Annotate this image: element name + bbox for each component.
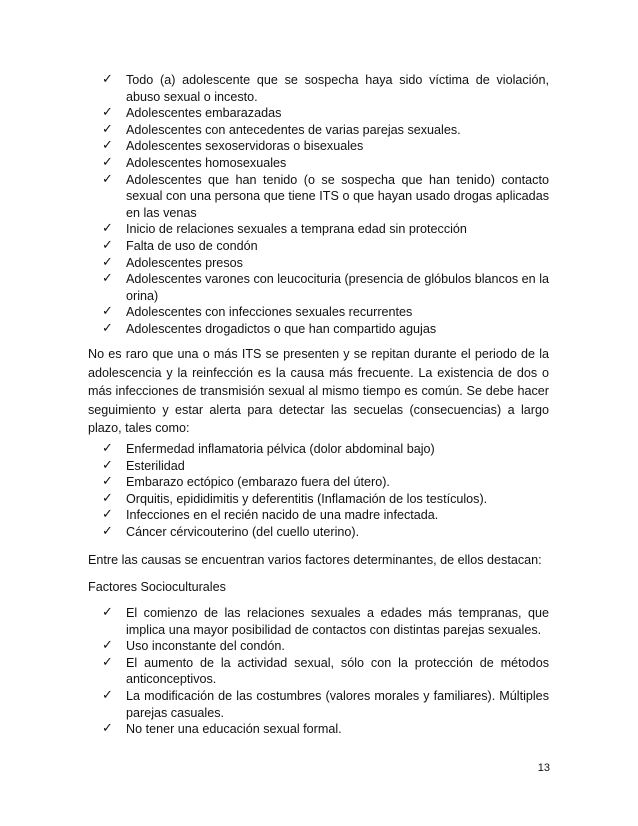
- list-item: ✓ Enfermedad inflamatoria pélvica (dolor abdominal bajo): [102, 441, 435, 456]
- checkmark-icon: ✓: [102, 474, 113, 490]
- list-item: ✓ Uso inconstante del condón.: [102, 638, 285, 654]
- list-item: ✓ Inicio de relaciones sexuales a temprana edad sin protección: [102, 221, 467, 237]
- list-item: ✓ El aumento de la actividad sexual, sólo con la protección de métodos anticonceptivos.: [102, 654, 549, 687]
- list-item: ✓ Cáncer cérvicouterino (del cuello uterino).: [102, 523, 360, 539]
- list-item: ✓ La modificación de las costumbres (valores morales y familiares). Múltiples parejas casuales.: [102, 687, 549, 720]
- checkmark-icon: ✓: [102, 320, 113, 336]
- checkmark-icon: ✓: [102, 654, 113, 670]
- list-item: ✓ Adolescentes sexoservidoras o bisexuales: [102, 138, 364, 154]
- list-item: ✓ Adolescentes presos: [102, 254, 243, 270]
- page-number: 13: [537, 762, 550, 774]
- checkmark-icon: ✓: [102, 687, 113, 703]
- list-item: ✓ Embarazo ectópico (embarazo fuera del útero).: [102, 474, 390, 490]
- checkmark-icon: ✓: [102, 105, 113, 121]
- list-item: ✓ Adolescentes con antecedentes de varias parejas sexuales.: [102, 121, 461, 137]
- checkmark-icon: ✓: [102, 138, 113, 154]
- checkmark-icon: ✓: [102, 221, 113, 237]
- checkmark-icon: ✓: [102, 304, 113, 320]
- checkmark-icon: ✓: [102, 254, 113, 270]
- list-item: ✓ Todo (a) adolescente que se sospecha haya sido víctima de violación, abuso sexual o incesto.: [102, 72, 549, 104]
- list-item: ✓ Orquitis, epididimitis y deferentitis (Inflamación de los testículos).: [102, 490, 488, 506]
- paragraph-causes: Entre las causas se encuentran varios factores determinantes, de ellos destacan:: [88, 553, 542, 567]
- checkmark-icon: ✓: [102, 638, 113, 654]
- checkmark-icon: ✓: [102, 523, 113, 539]
- list-item: ✓ Adolescentes varones con leucocituria (presencia de glóbulos blancos en la orina): [102, 271, 549, 303]
- checkmark-icon: ✓: [102, 605, 113, 620]
- sequelae-list: [102, 441, 549, 541]
- list-item: ✓ Adolescentes que han tenido (o se sospecha que han tenido) contacto sexual con una persona que tiene ITS o que hayan usado drogas aplicadas en las venas: [102, 171, 549, 220]
- paragraph-reinfection: No es raro que una o más ITS se presenten y se repitan durante el periodo de la adolescencia y la reinfección es la causa más frecuente. La existencia de dos o más infecciones de transmisión sexual al mismo tiempo es común. Se debe hacer seguimiento y estar alerta para detectar las secuelas (consecuencias) a largo plazo, tales como:: [88, 347, 549, 435]
- checkmark-icon: ✓: [102, 721, 113, 737]
- checkmark-icon: ✓: [102, 490, 113, 506]
- checkmark-icon: ✓: [102, 154, 113, 170]
- checkmark-icon: ✓: [102, 121, 113, 137]
- checkmark-icon: ✓: [102, 457, 113, 473]
- list-item: ✓ Falta de uso de condón: [102, 237, 258, 253]
- list-item: ✓ Adolescentes con infecciones sexuales recurrentes: [102, 304, 413, 320]
- list-item: ✓ El comienzo de las relaciones sexuales a edades más tempranas, que implica una mayor posibilidad de contactos con distintas parejas sexuales.: [102, 605, 549, 637]
- checkmark-icon: ✓: [102, 441, 113, 456]
- checkmark-icon: ✓: [102, 237, 113, 253]
- list-item: ✓ Esterilidad: [102, 457, 185, 473]
- list-item: ✓ Adolescentes embarazadas: [102, 105, 282, 121]
- sociocultural-factors-list: [102, 605, 549, 738]
- list-item: ✓ Infecciones en el recién nacido de una madre infectada.: [102, 507, 439, 523]
- checkmark-icon: ✓: [102, 271, 113, 287]
- checkmark-icon: ✓: [102, 507, 113, 523]
- list-item: ✓ Adolescentes homosexuales: [102, 154, 287, 170]
- section-heading: Factores Socioculturales: [88, 580, 226, 594]
- checkmark-icon: ✓: [102, 171, 113, 187]
- list-item: ✓ No tener una educación sexual formal.: [102, 721, 342, 737]
- checkmark-icon: ✓: [102, 72, 113, 87]
- risk-groups-list: [102, 72, 549, 338]
- list-item: ✓ Adolescentes drogadictos o que han compartido agujas: [102, 320, 437, 336]
